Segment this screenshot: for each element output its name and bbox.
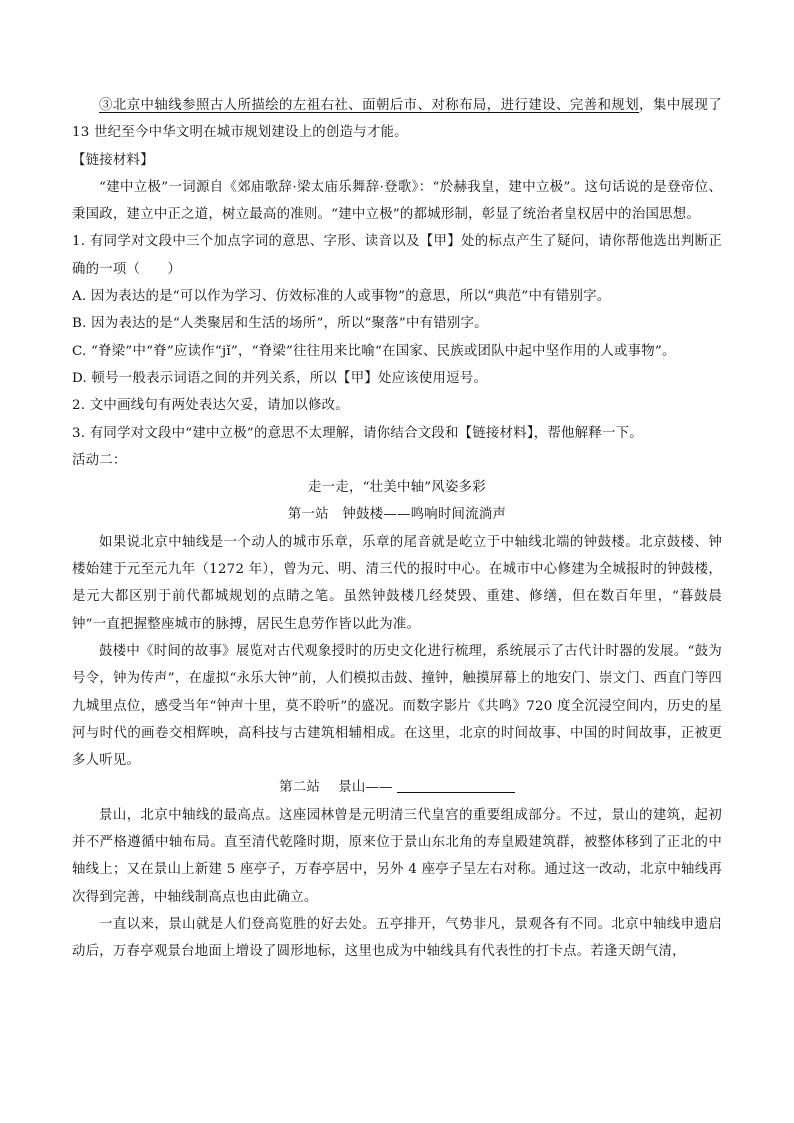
station-1-title: 第一站 钟鼓楼——鸣响时间流淌声: [287, 507, 507, 523]
link-material-body: “建中立极”一词源自《郊庙歌辞·梁太庙乐舞辞·登歌》：“於赫我皇，建中立极”。这句话说的是登帝位、秉国政，建立中正之道，树立最高的准则。“建中立极”的都城形制，彰显了统治者皇权居中的治国思想。: [72, 179, 722, 223]
underlined-sentence: ③北京中轴线参照古人所描绘的左祖右社、面朝后市、对称布局，进行建设、完善和规划: [99, 98, 640, 113]
question-2: 2. 文中画线句有两处表达欠妥，请加以修改。: [72, 398, 349, 414]
fill-in-blank[interactable]: [397, 778, 515, 793]
station-2-paragraph-2: 一直以来，景山就是人们登高览胜的好去处。五亭排开，气势非凡，景观各有不同。北京中轴线申遗启动后，万春亭观景台地面上增设了圆形地标，这里也成为中轴线具有代表性的打卡点。若逢天朗气清，: [72, 916, 722, 960]
option-d: D. 顿号一般表示词语之间的并列关系，所以【甲】处应该使用逗号。: [72, 370, 488, 386]
station-1-paragraph-1: 如果说北京中轴线是一个动人的城市乐章，乐章的尾音就是屹立于中轴线北端的钟鼓楼。北京鼓楼、钟楼始建于元至元九年（1272 年），曾为元、明、清三代的报时中心。在城市中心修建为全城报时的钟鼓楼，是元大都区别于前代都城规划的点睛之笔。虽然钟鼓楼几经焚毁、重建、修缮，但在数百年里，“暮鼓晨钟”一直把握整座城市的脉搏，居民生息劳作皆以此为准。: [72, 534, 722, 632]
activity-2-label: 活动二：: [72, 452, 127, 468]
station-1-paragraph-2: 鼓楼中《时间的故事》展览对古代观象授时的历史文化进行梳理，系统展示了古代计时器的发展。“鼓为号令，钟为传声”，在虚拟“永乐大钟”前，人们模拟击鼓、撞钟，触摸屏幕上的地安门、崇文门、西直门等四九城里点位，感受当年“钟声十里，莫不聆听”的盛况。而数字影片《共鸣》720 度全沉浸空间内，历史的星河与时代的画卷交相辉映，高科技与古建筑相辅相成。在这里，北京的时间故事、中国的时间故事，正被更多人听见。: [72, 643, 722, 769]
option-b: B. 因为表达的是“人类聚居和生活的场所”，所以“聚落”中有错别字。: [72, 316, 488, 332]
option-a: A. 因为表达的是“可以作为学习、仿效标准的人或事物”的意思，所以“典范”中有错别字。: [72, 289, 611, 305]
paragraph-3: ③北京中轴线参照古人所描绘的左祖右社、面朝后市、对称布局，进行建设、完善和规划，集中展现了 13 世纪至今中华文明在城市规划建设上的创造与才能。: [72, 98, 723, 141]
question-1: 1. 有同学对文段中三个加点字词的意思、字形、读音以及【甲】处的标点产生了疑问，请你帮他选出判断正确的一项（ ）: [72, 234, 722, 277]
station-2-paragraph-1: 景山，北京中轴线的最高点。这座园林曾是元明清三代皇宫的重要组成部分。不过，景山的建筑，起初并不严格遵循中轴布局。直至清代乾隆时期，原来位于景山东北角的寿皇殿建筑群，被整体移到了正北的中轴线上；又在景山上新建 5 座亭子，万春亭居中，另外 4 座亭子呈左右对称。通过这一改动，北京中轴线再次得到完善，中轴线制高点也由此确立。: [72, 807, 722, 905]
link-material-heading: 【链接材料】: [72, 152, 154, 168]
station-2-title: 第二站 景山——: [72, 774, 722, 801]
option-c: C. “脊梁”中“脊”应读作“jǐ”，“脊梁”往往用来比喻“在国家、民族或团队中起中坚作用的人或事物”。: [72, 343, 676, 359]
question-3: 3. 有同学对文段中“建中立极”的意思不太理解，请你结合文段和【链接材料】，帮他解释一下。: [72, 425, 643, 441]
activity-2-title: 走一走，“壮美中轴”风姿多彩: [308, 480, 486, 496]
document-page: [72, 92, 722, 966]
